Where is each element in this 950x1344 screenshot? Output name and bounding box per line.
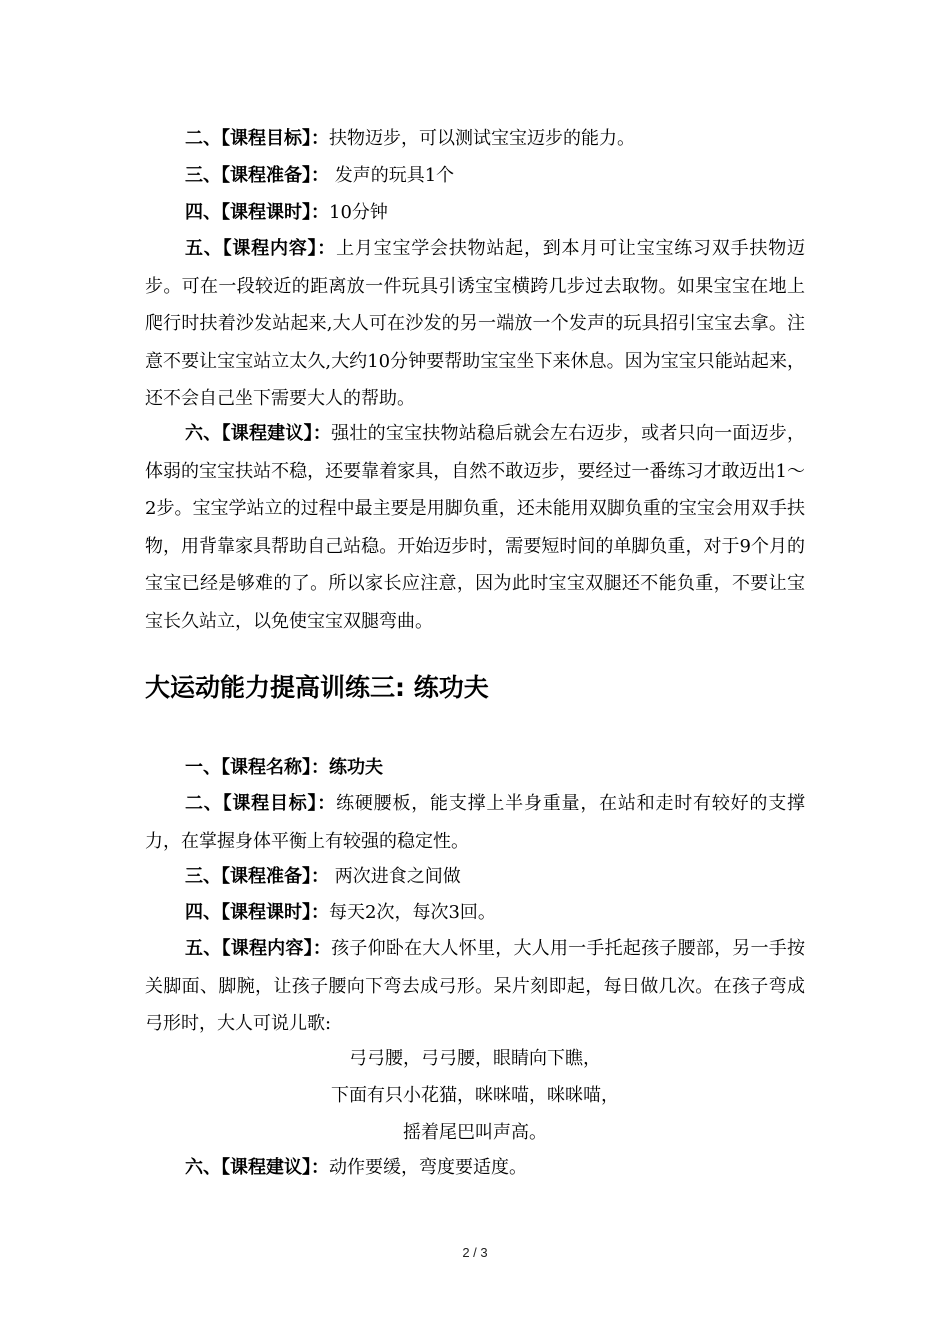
course-duration-2: 四、【课程课时】：每天2次，每次3回。 (185, 902, 496, 923)
course-goal-2: 二、【课程目标】：练硬腰板，能支撑上半身重量，在站和走时有较好的支撑力，在掌握身体平衡上有较强的稳定性。 (145, 793, 806, 852)
course-goal: 二、【课程目标】：扶物迈步，可以测试宝宝迈步的能力。 (185, 128, 635, 149)
course-content-2: 五、【课程内容】：孩子仰卧在大人怀里，大人用一手托起孩子腰部，另一手按关脚面、脚腕，让孩子腰向下弯去成弓形。呆片刻即起，每日做几次。在孩子弯成弓形时，大人可说儿歌: (145, 938, 806, 1034)
page-number: 2 / 3 (462, 1245, 488, 1260)
course-duration: 四、【课程课时】：10分钟 (185, 202, 388, 223)
course-preparation: 三、【课程准备】： 发声的玩具1个 (185, 165, 455, 186)
rhyme-line-1: 弓弓腰，弓弓腰，眼睛向下瞧， (349, 1048, 601, 1069)
course-advice-2: 六、【课程建议】：动作要缓，弯度要适度。 (185, 1157, 527, 1178)
course-content: 五、【课程内容】：上月宝宝学会扶物站起，到本月可让宝宝练习双手扶物迈步。可在一段较近的距离放一件玩具引诱宝宝横跨几步过去取物。如果宝宝在地上爬行时扶着沙发站起来,大人可在沙发的另一端放一个发声的玩具招引宝宝去拿。注意不要让宝宝站立太久,大约10分钟要帮助宝宝坐下来休息。因为宝宝只能站起来，还不会自己坐下需要大人的帮助。 (145, 238, 806, 409)
course-preparation-2: 三、【课程准备】： 两次进食之间做 (185, 866, 461, 887)
course-name: 一、【课程名称】：练功夫 (185, 757, 383, 778)
rhyme-line-2: 下面有只小花猫，咪咪喵，咪咪喵， (331, 1085, 619, 1106)
section-heading: 大运动能力提高训练三: 练功夫 (145, 673, 489, 702)
course-advice: 六、【课程建议】：强壮的宝宝扶物站稳后就会左右迈步，或者只向一面迈步，体弱的宝宝扶站不稳，还要靠着家具，自然不敢迈步，要经过一番练习才敢迈出1～2步。宝宝学站立的过程中最主要是用脚负重，还未能用双脚负重的宝宝会用双手扶物，用背靠家具帮助自己站稳。开始迈步时，需要短时间的单脚负重，对于9个月的宝宝已经是够难的了。所以家长应注意，因为此时宝宝双腿还不能负重，不要让宝宝长久站立，以免使宝宝双腿弯曲。 (145, 423, 806, 632)
rhyme-line-3: 摇着尾巴叫声高。 (403, 1122, 547, 1143)
